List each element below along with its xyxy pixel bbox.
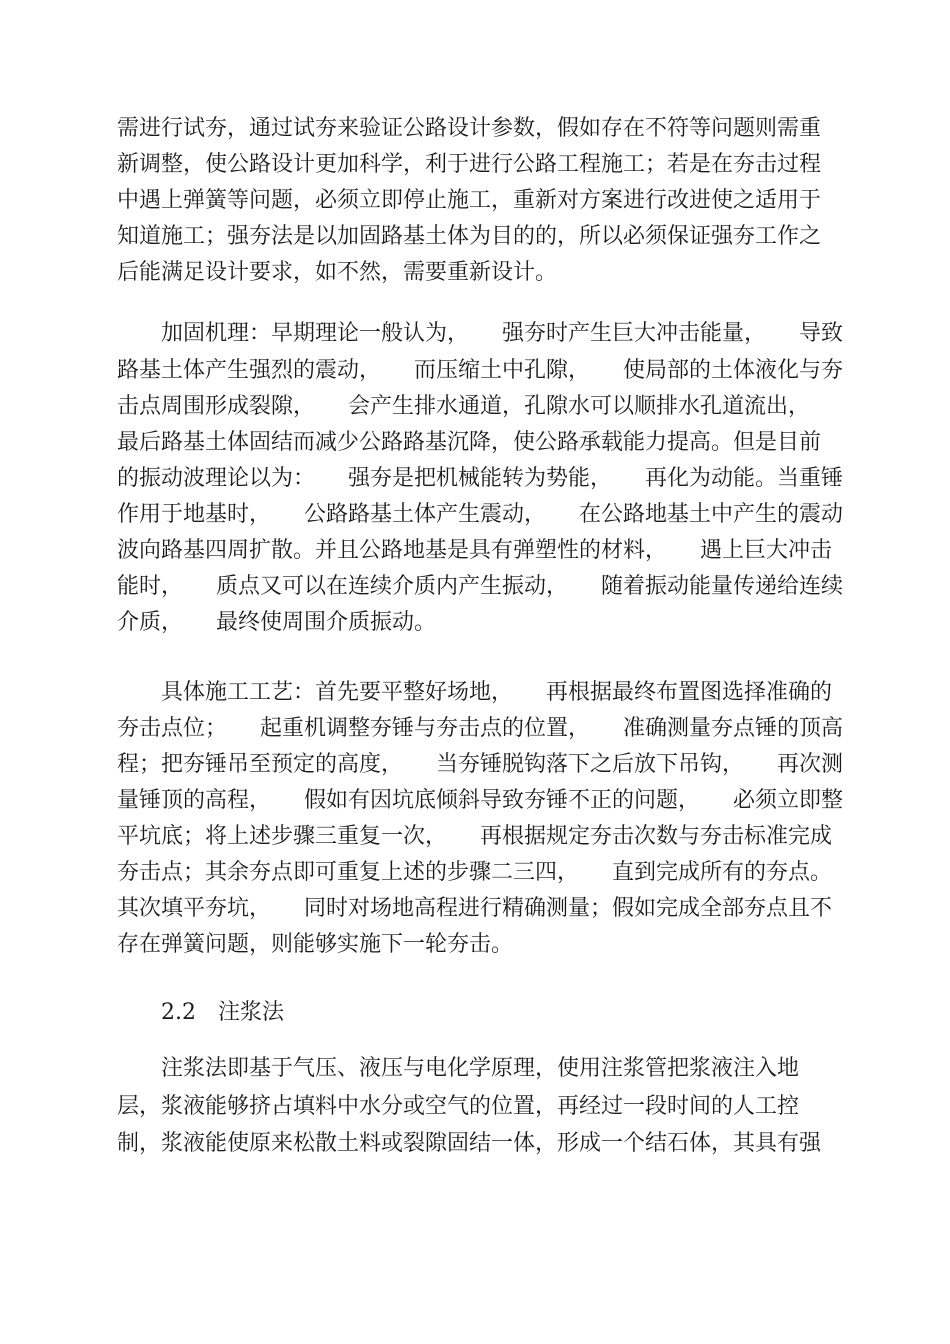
text-line: 中遇上弹簧等问题，必须立即停止施工，重新对方案进行改进使之适用于 [117,188,822,213]
text-line: 夯击点；其余夯点即可重复上述的步骤二三四， 直到完成所有的夯点。 [117,860,833,885]
text-line: 加固机理：早期理论一般认为， 强夯时产生巨大冲击能量， 导致 [117,321,844,346]
text-line: 需进行试夯，通过试夯来验证公路设计参数，假如存在不符等问题则需重 [117,116,822,141]
text-line: 后能满足设计要求，如不然，需要重新设计。 [117,260,558,285]
text-line: 夯击点位； 起重机调整夯锤与夯击点的位置， 准确测量夯点锤的顶高 [117,716,844,741]
text-line: 路基土体产生强烈的震动， 而压缩土中孔隙， 使局部的土体液化与夯 [117,358,844,383]
text-line: 注浆法即基于气压、液压与电化学原理，使用注浆管把浆液注入地 [117,1056,800,1081]
text-line: 波向路基四周扩散。并且公路地基是具有弹塑性的材料， 遇上巨大冲击 [117,538,833,563]
text-line: 能时， 质点又可以在连续介质内产生振动， 随着振动能量传递给连续 [117,574,844,599]
text-line: 程；把夯锤吊至预定的高度， 当夯锤脱钩落下之后放下吊钩， 再次测 [117,752,844,777]
text-line: 新调整，使公路设计更加科学，利于进行公路工程施工；若是在夯击过程 [117,152,822,177]
text-line: 知道施工；强夯法是以加固路基土体为目的的，所以必须保证强夯工作之 [117,224,822,249]
text-line: 制，浆液能使原来松散土料或裂隙固结一体，形成一个结石体，其具有强 [117,1131,822,1156]
text-line: 具体施工工艺：首先要平整好场地， 再根据最终布置图选择准确的 [117,680,833,705]
text-line: 作用于地基时， 公路路基土体产生震动， 在公路地基土中产生的震动 [117,502,844,527]
text-line: 最后路基土体固结而减少公路路基沉降，使公路承载能力提高。但是目前 [117,430,822,455]
section-heading: 2.2 注浆法 [117,1000,284,1025]
text-line: 量锤顶的高程， 假如有因坑底倾斜导致夯锤不正的问题， 必须立即整 [117,788,844,813]
text-line: 介质， 最终使周围介质振动。 [117,610,437,635]
text-line: 其次填平夯坑， 同时对场地高程进行精确测量；假如完成全部夯点且不 [117,896,833,921]
text-line: 存在弹簧问题，则能够实施下一轮夯击。 [117,932,514,957]
text-line: 层，浆液能够挤占填料中水分或空气的位置，再经过一段时间的人工控 [117,1094,800,1119]
text-line: 平坑底；将上述步骤三重复一次， 再根据规定夯击次数与夯击标准完成 [117,824,833,849]
text-line: 击点周围形成裂隙， 会产生排水通道，孔隙水可以顺排水孔道流出， [117,394,811,419]
text-line: 的振动波理论以为： 强夯是把机械能转为势能， 再化为动能。当重锤 [117,466,844,491]
